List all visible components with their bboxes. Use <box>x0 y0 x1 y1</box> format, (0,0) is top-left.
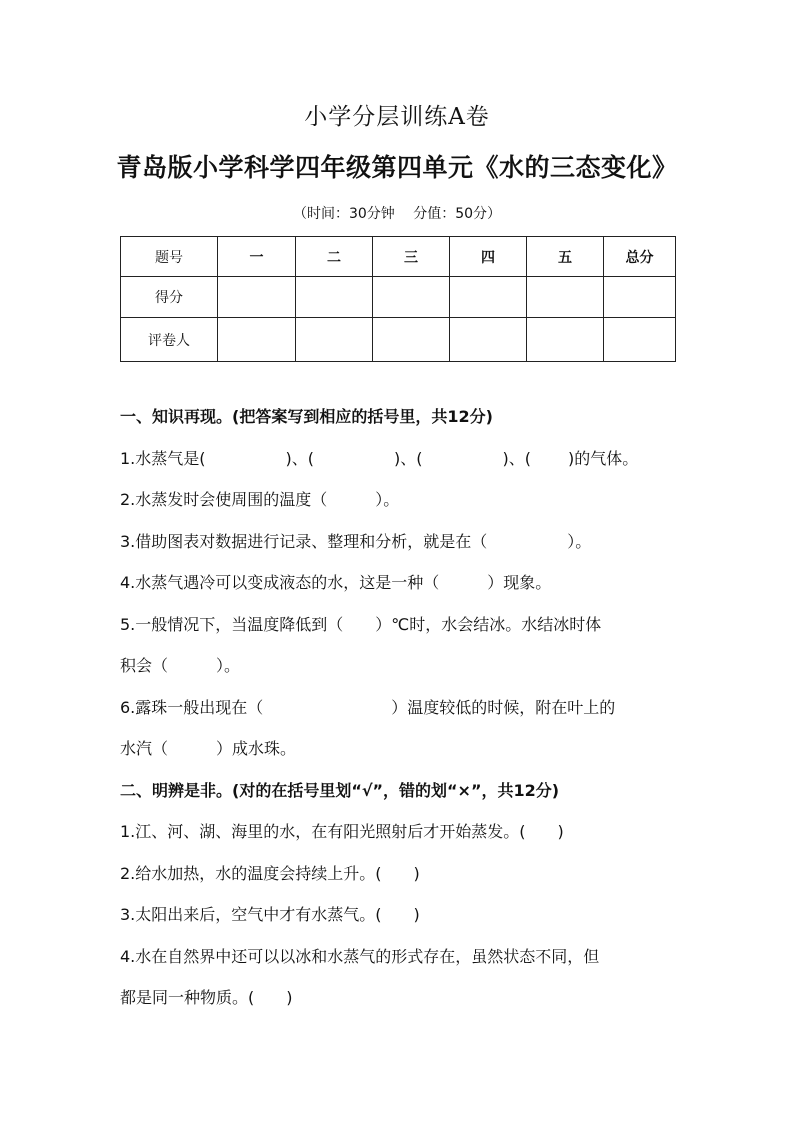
score-cell[interactable] <box>218 277 296 318</box>
row-label-score: 得分 <box>121 277 218 318</box>
row-label-grader: 评卷人 <box>121 318 218 362</box>
header-cell-total: 总分 <box>604 237 676 277</box>
questions-body <box>120 396 678 1019</box>
grader-cell[interactable] <box>296 318 373 362</box>
section-heading-knowledge: 一、知识再现。(把答案写到相应的括号里，共12分) <box>120 407 493 426</box>
question-line: 积会（ ）。 <box>120 656 241 675</box>
question-line: 都是同一种物质。( ) <box>120 988 293 1007</box>
score-table-score-row <box>121 277 676 318</box>
grader-cell[interactable] <box>373 318 450 362</box>
question-line: 1.江、河、湖、海里的水，在有阳光照射后才开始蒸发。( ) <box>120 822 564 841</box>
unit-title: 青岛版小学科学四年级第四单元《水的三态变化》 <box>116 153 678 182</box>
score-table <box>120 236 676 362</box>
grader-cell[interactable] <box>450 318 527 362</box>
section-heading-true-false: 二、明辨是非。(对的在括号里划“√”，错的划“×”，共12分) <box>120 780 560 800</box>
time-score-info: （时间：30分钟 分值：50分） <box>292 206 502 222</box>
grader-cell[interactable] <box>604 318 676 362</box>
question-line: 4.水在自然界中还可以以冰和水蒸气的形式存在，虽然状态不同，但 <box>120 946 600 966</box>
header-cell-section-4: 四 <box>450 237 527 277</box>
question-line: 5.一般情况下，当温度降低到（ ）℃时，水会结冰。水结冰时体 <box>120 614 602 634</box>
question-line: 3.借助图表对数据进行记录、整理和分析，就是在（ ）。 <box>120 531 592 551</box>
score-cell[interactable] <box>527 277 604 318</box>
question-line: 3.太阳出来后，空气中才有水蒸气。( ) <box>120 905 420 924</box>
score-table-grader-row <box>121 318 676 362</box>
score-cell[interactable] <box>296 277 373 318</box>
grader-cell[interactable] <box>218 318 296 362</box>
question-line: 6.露珠一般出现在（ ）温度较低的时候，附在叶上的 <box>120 697 616 717</box>
score-cell[interactable] <box>604 277 676 318</box>
header-cell-section-1: 一 <box>218 237 296 277</box>
header-cell-section-5: 五 <box>527 237 604 277</box>
header-cell-section-3: 三 <box>373 237 450 277</box>
score-cell[interactable] <box>450 277 527 318</box>
question-line: 2.给水加热，水的温度会持续上升。( ) <box>120 863 420 883</box>
worksheet-title: 小学分层训练A卷 <box>304 104 490 130</box>
question-line: 1.水蒸气是( )、( )、( )、( )的气体。 <box>120 448 639 468</box>
grader-cell[interactable] <box>527 318 604 362</box>
header-cell-question-number: 题号 <box>121 237 218 277</box>
question-line: 4.水蒸气遇冷可以变成液态的水，这是一种（ ）现象。 <box>120 573 552 592</box>
header-cell-section-2: 二 <box>296 237 373 277</box>
question-line: 2.水蒸发时会使周围的温度（ ）。 <box>120 490 400 509</box>
score-table-header-row <box>121 237 676 277</box>
score-cell[interactable] <box>373 277 450 318</box>
question-line: 水汽（ ）成水珠。 <box>120 739 297 758</box>
